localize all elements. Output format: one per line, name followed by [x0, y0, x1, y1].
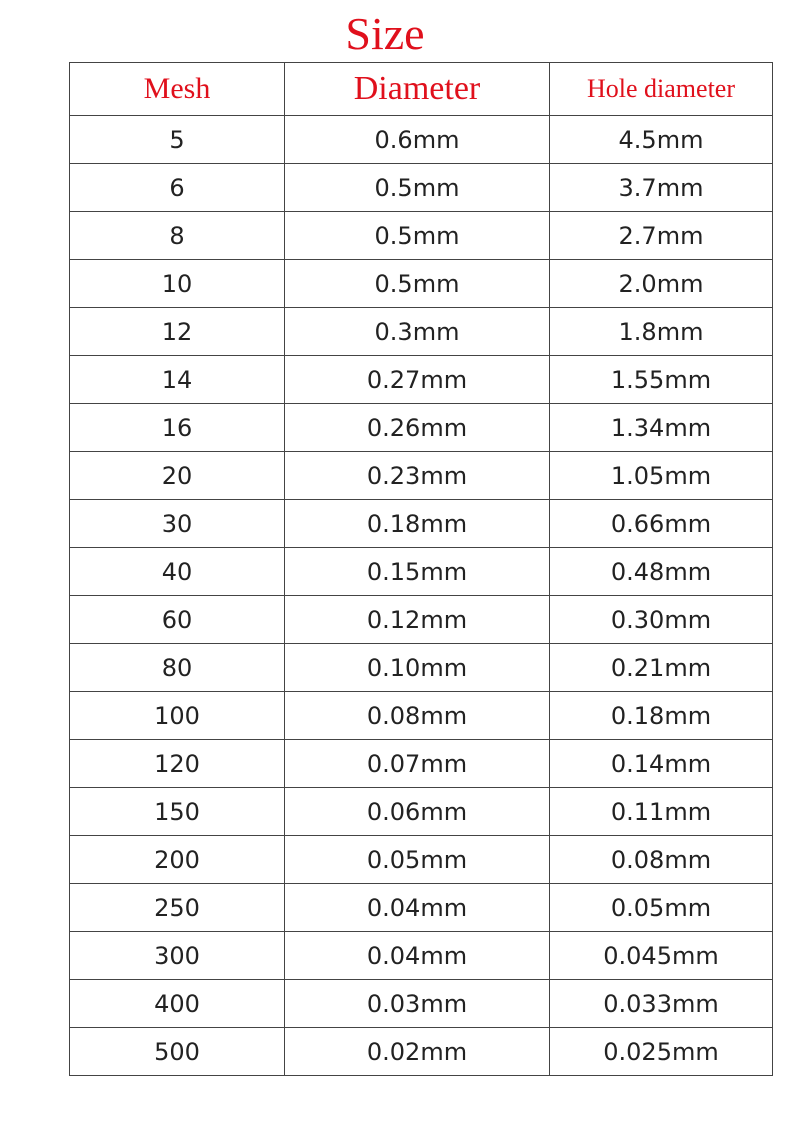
mesh-cell: 120	[70, 740, 285, 788]
diameter-cell: 0.5mm	[285, 260, 550, 308]
table-row	[70, 596, 773, 644]
mesh-cell: 12	[70, 308, 285, 356]
hole-diameter-cell: 0.48mm	[550, 548, 773, 596]
hole-diameter-cell: 1.05mm	[550, 452, 773, 500]
hole-diameter-cell: 4.5mm	[550, 116, 773, 164]
table-row	[70, 356, 773, 404]
hole-diameter-cell: 1.55mm	[550, 356, 773, 404]
table-row	[70, 788, 773, 836]
table-row	[70, 212, 773, 260]
mesh-cell: 16	[70, 404, 285, 452]
mesh-cell: 30	[70, 500, 285, 548]
table-row	[70, 884, 773, 932]
diameter-cell: 0.06mm	[285, 788, 550, 836]
table-row	[70, 932, 773, 980]
table-row	[70, 644, 773, 692]
column-header-mesh: Mesh	[70, 63, 285, 116]
mesh-cell: 40	[70, 548, 285, 596]
hole-diameter-cell: 0.21mm	[550, 644, 773, 692]
hole-diameter-cell: 1.8mm	[550, 308, 773, 356]
hole-diameter-cell: 2.0mm	[550, 260, 773, 308]
size-table	[69, 62, 773, 1076]
table-row	[70, 308, 773, 356]
hole-diameter-cell: 0.66mm	[550, 500, 773, 548]
diameter-cell: 0.10mm	[285, 644, 550, 692]
table-row	[70, 1028, 773, 1076]
diameter-cell: 0.04mm	[285, 884, 550, 932]
mesh-cell: 10	[70, 260, 285, 308]
table-body	[70, 116, 773, 1076]
mesh-cell: 100	[70, 692, 285, 740]
mesh-cell: 8	[70, 212, 285, 260]
diameter-cell: 0.23mm	[285, 452, 550, 500]
table-row	[70, 836, 773, 884]
hole-diameter-cell: 0.14mm	[550, 740, 773, 788]
hole-diameter-cell: 0.05mm	[550, 884, 773, 932]
table-row	[70, 740, 773, 788]
mesh-cell: 500	[70, 1028, 285, 1076]
hole-diameter-cell: 0.08mm	[550, 836, 773, 884]
mesh-cell: 20	[70, 452, 285, 500]
hole-diameter-cell: 0.18mm	[550, 692, 773, 740]
mesh-cell: 14	[70, 356, 285, 404]
hole-diameter-cell: 0.025mm	[550, 1028, 773, 1076]
table-row	[70, 116, 773, 164]
diameter-cell: 0.6mm	[285, 116, 550, 164]
diameter-cell: 0.5mm	[285, 164, 550, 212]
hole-diameter-cell: 0.30mm	[550, 596, 773, 644]
hole-diameter-cell: 0.045mm	[550, 932, 773, 980]
hole-diameter-cell: 3.7mm	[550, 164, 773, 212]
table-header	[70, 63, 773, 116]
diameter-cell: 0.02mm	[285, 1028, 550, 1076]
hole-diameter-cell: 1.34mm	[550, 404, 773, 452]
mesh-cell: 60	[70, 596, 285, 644]
column-header-diameter: Diameter	[285, 63, 550, 116]
mesh-cell: 300	[70, 932, 285, 980]
diameter-cell: 0.15mm	[285, 548, 550, 596]
table-row	[70, 500, 773, 548]
mesh-cell: 200	[70, 836, 285, 884]
diameter-cell: 0.27mm	[285, 356, 550, 404]
table-row	[70, 692, 773, 740]
page-title: Size	[345, 8, 425, 59]
hole-diameter-cell: 0.033mm	[550, 980, 773, 1028]
hole-diameter-cell: 0.11mm	[550, 788, 773, 836]
column-header-hole-diameter: Hole diameter	[550, 63, 773, 116]
mesh-cell: 5	[70, 116, 285, 164]
mesh-cell: 400	[70, 980, 285, 1028]
mesh-cell: 150	[70, 788, 285, 836]
diameter-cell: 0.08mm	[285, 692, 550, 740]
table-row	[70, 404, 773, 452]
mesh-cell: 250	[70, 884, 285, 932]
table-row	[70, 452, 773, 500]
table-row	[70, 260, 773, 308]
diameter-cell: 0.03mm	[285, 980, 550, 1028]
diameter-cell: 0.04mm	[285, 932, 550, 980]
diameter-cell: 0.05mm	[285, 836, 550, 884]
diameter-cell: 0.12mm	[285, 596, 550, 644]
table-row	[70, 164, 773, 212]
diameter-cell: 0.18mm	[285, 500, 550, 548]
diameter-cell: 0.3mm	[285, 308, 550, 356]
mesh-cell: 6	[70, 164, 285, 212]
table-row	[70, 980, 773, 1028]
diameter-cell: 0.5mm	[285, 212, 550, 260]
hole-diameter-cell: 2.7mm	[550, 212, 773, 260]
table-row	[70, 548, 773, 596]
diameter-cell: 0.07mm	[285, 740, 550, 788]
diameter-cell: 0.26mm	[285, 404, 550, 452]
header-row	[70, 63, 773, 116]
mesh-cell: 80	[70, 644, 285, 692]
